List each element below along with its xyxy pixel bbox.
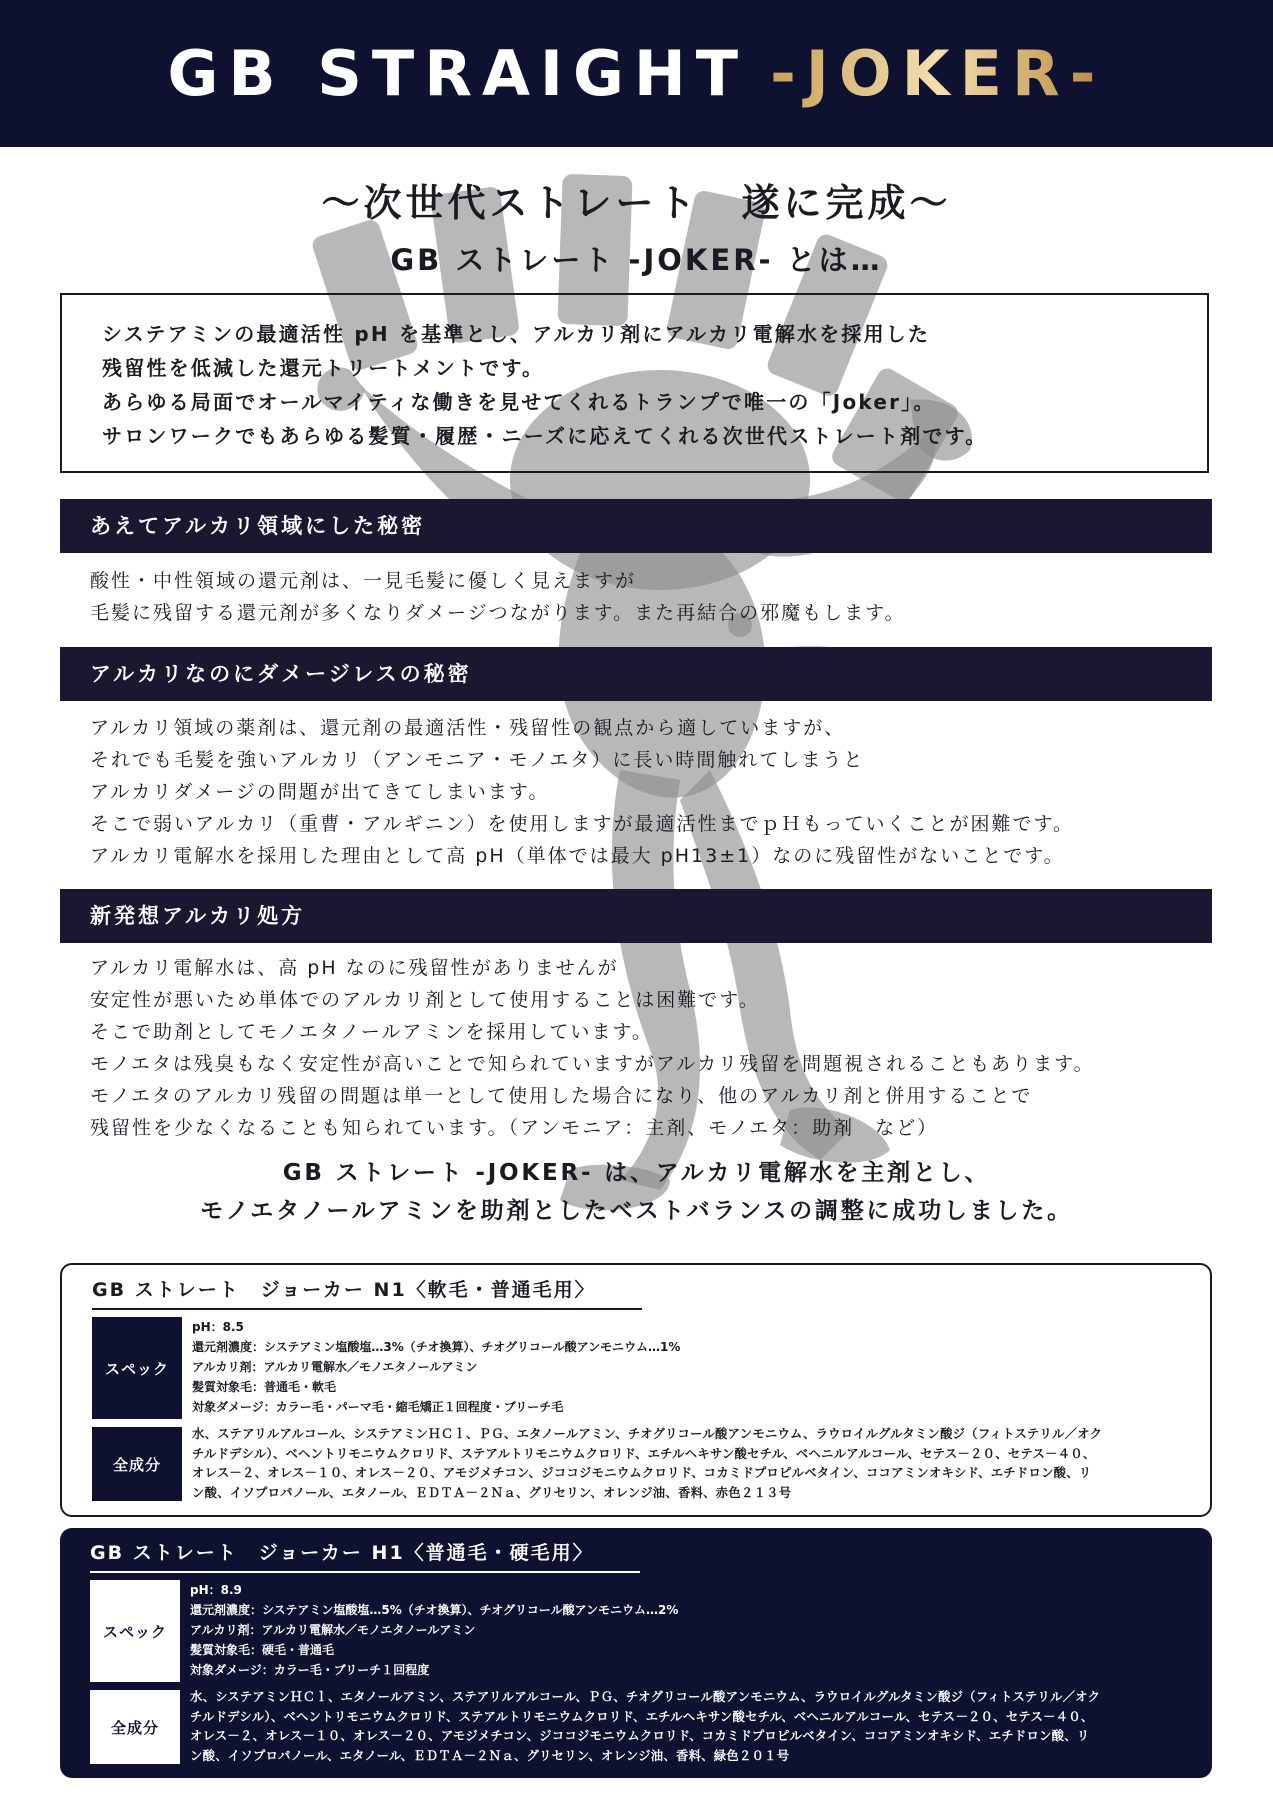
spec-item: 髪質対象毛：普通毛・軟毛: [192, 1380, 337, 1394]
product-card-h1: [60, 1528, 1212, 1778]
spec-item: 対象ダメージ：カラー毛・ブリーチ１回程度: [190, 1663, 430, 1677]
section-line: それでも毛髪を強いアルカリ（アンモニア・モノエタ）に長い時間触れてしまうと: [90, 749, 865, 771]
conclusion-line: モノエタノールアミンを助剤としたベストバランスの調整に成功しました。: [200, 1198, 1073, 1224]
spec-label: スペック: [92, 1317, 182, 1419]
brand-accent: -JOKER-: [770, 37, 1106, 110]
spec-item: 対象ダメージ：カラー毛・パーマ毛・縮毛矯正１回程度・ブリーチ毛: [192, 1400, 564, 1414]
spec-label: スペック: [90, 1580, 180, 1682]
section-heading: あえてアルカリ領域にした秘密: [60, 499, 1212, 553]
section-line: モノエタは残臭もなく安定性が高いことで知られていますがアルカリ残留を問題視されることもあります。: [90, 1053, 1095, 1075]
spec-item: pH：8.9: [190, 1583, 242, 1597]
section-body: [90, 565, 906, 629]
intro-line: あらゆる局面でオールマイティな働きを見せてくれるトランプで唯一の「Joker」。: [102, 390, 936, 414]
ingredients-line: チルドデシル）、ベヘントリモニウムクロリド、ステアルトリモニウムクロリド、エチルヘキサン酸セチル、ベヘニルアルコール、セテス－２０、セテス－４０、: [192, 1446, 1096, 1461]
section-line: そこで助剤としてモノエタノールアミンを採用しています。: [90, 1021, 653, 1043]
section-line: モノエタのアルカリ残留の問題は単一として使用した場合になり、他のアルカリ剤と併用することで: [90, 1085, 1033, 1107]
ingredients-line: ン酸、イソプロパノール、エタノール、ＥＤＴＡ－２Ｎａ、グリセリン、オレンジ油、香料、赤色２１３号: [192, 1485, 792, 1500]
intro-box: [60, 293, 1209, 473]
ingredients-line: チルドデシル）、ベヘントリモニウムクロリド、ステアルトリモニウムクロリド、エチルヘキサン酸セチル、ベヘニルアルコール、セテス－２０、セテス－４０、: [190, 1709, 1094, 1724]
ingredients-list: [192, 1425, 1192, 1503]
header-banner: [0, 0, 1273, 147]
ingredients-label: 全成分: [90, 1690, 180, 1764]
ingredients-line: 水、システアミンＨＣｌ、エタノールアミン、ステアリルアルコール、ＰＧ、チオグリコール酸アンモニウム、ラウロイルグルタミン酸ジ（フィトステリル／オク: [190, 1690, 1101, 1704]
ingredients-line: オレス－２、オレス－１０、オレス－２０、アモジメチコン、ジココジモニウムクロリド、コカミドプロピルベタイン、ココアミンオキシド、エチドロン酸、リ: [192, 1466, 1092, 1480]
section-line: 毛髪に残留する還元剤が多くなりダメージつながります。また再結合の邪魔もします。: [90, 602, 906, 624]
page-title: GB ストレート -JOKER- とは…: [390, 243, 883, 277]
spec-item: アルカリ剤：アルカリ電解水／モノエタノールアミン: [190, 1623, 476, 1637]
section-line: 酸性・中性領域の還元剤は、一見毛髪に優しく見えますが: [90, 570, 637, 592]
section-line: アルカリ電解水は、高 pH なのに残留性がありませんが: [90, 957, 619, 979]
spec-item: 還元剤濃度：システアミン塩酸塩…3%（チオ換算）、チオグリコール酸アンモニウム…1%: [192, 1340, 681, 1354]
section-line: 残留性を少なくなることも知られています。（アンモニア：主剤、モノエタ：助剤 など）: [90, 1117, 939, 1139]
intro-line: サロンワークでもあらゆる髪質・履歴・ニーズに応えてくれる次世代ストレート剤です。: [102, 424, 988, 448]
section-body: [90, 952, 1095, 1144]
spec-list: [190, 1580, 678, 1680]
product-title: GB ストレート ジョーカー N1〈軟毛・普通毛用〉: [92, 1275, 642, 1310]
section-line: アルカリダメージの問題が出てきてしまいます。: [90, 781, 550, 803]
ingredients-line: 水、ステアリルアルコール、システアミンＨＣｌ、ＰＧ、エタノールアミン、チオグリコール酸アンモニウム、ラウロイルグルタミン酸ジ（フィトステリル／オク: [192, 1427, 1103, 1441]
section-line: アルカリ領域の薬剤は、還元剤の最適活性・残留性の観点から適していますが、: [90, 717, 846, 739]
conclusion-line: GB ストレート -JOKER- は、アルカリ電解水を主剤とし、: [282, 1160, 991, 1186]
ingredients-list: [190, 1688, 1190, 1766]
brand-title: GB STRAIGHT: [167, 37, 749, 110]
product-card-n1: [60, 1263, 1212, 1517]
conclusion: [0, 1154, 1273, 1230]
ingredients-line: ン酸、イソプロパノール、エタノール、ＥＤＴＡ－２Ｎａ、グリセリン、オレンジ油、香料、緑色２０１号: [190, 1748, 790, 1763]
section-line: 安定性が悪いため単体でのアルカリ剤として使用することは困難です。: [90, 989, 760, 1011]
spec-item: pH：8.5: [192, 1320, 244, 1334]
page-subtitle: ～次世代ストレート 遂に完成～: [321, 180, 952, 225]
spec-item: アルカリ剤：アルカリ電解水／モノエタノールアミン: [192, 1360, 478, 1374]
spec-item: 還元剤濃度：システアミン塩酸塩…5%（チオ換算）、チオグリコール酸アンモニウム…2%: [190, 1603, 679, 1617]
spec-list: [192, 1317, 680, 1417]
section-heading: アルカリなのにダメージレスの秘密: [60, 647, 1212, 701]
ingredients-line: オレス－２、オレス－１０、オレス－２０、アモジメチコン、ジココジモニウムクロリド、コカミドプロピルベタイン、ココアミンオキシド、エチドロン酸、リ: [190, 1729, 1090, 1743]
section-body: [90, 712, 1074, 872]
product-title: GB ストレート ジョーカー H1〈普通毛・硬毛用〉: [90, 1538, 640, 1573]
intro-line: 残留性を低減した還元トリートメントです。: [102, 356, 545, 380]
section-line: そこで弱いアルカリ（重曹・アルギニン）を使用しますが最適活性までｐＨもっていくことが困難です。: [90, 813, 1074, 835]
intro-line: システアミンの最適活性 pH を基準とし、アルカリ剤にアルカリ電解水を採用した: [102, 322, 931, 346]
spec-item: 髪質対象毛：硬毛・普通毛: [190, 1643, 335, 1657]
section-line: アルカリ電解水を採用した理由として高 pH（単体では最大 pH13±1）なのに残留性がないことです。: [90, 845, 1065, 867]
section-heading: 新発想アルカリ処方: [60, 889, 1212, 943]
ingredients-label: 全成分: [92, 1427, 182, 1501]
